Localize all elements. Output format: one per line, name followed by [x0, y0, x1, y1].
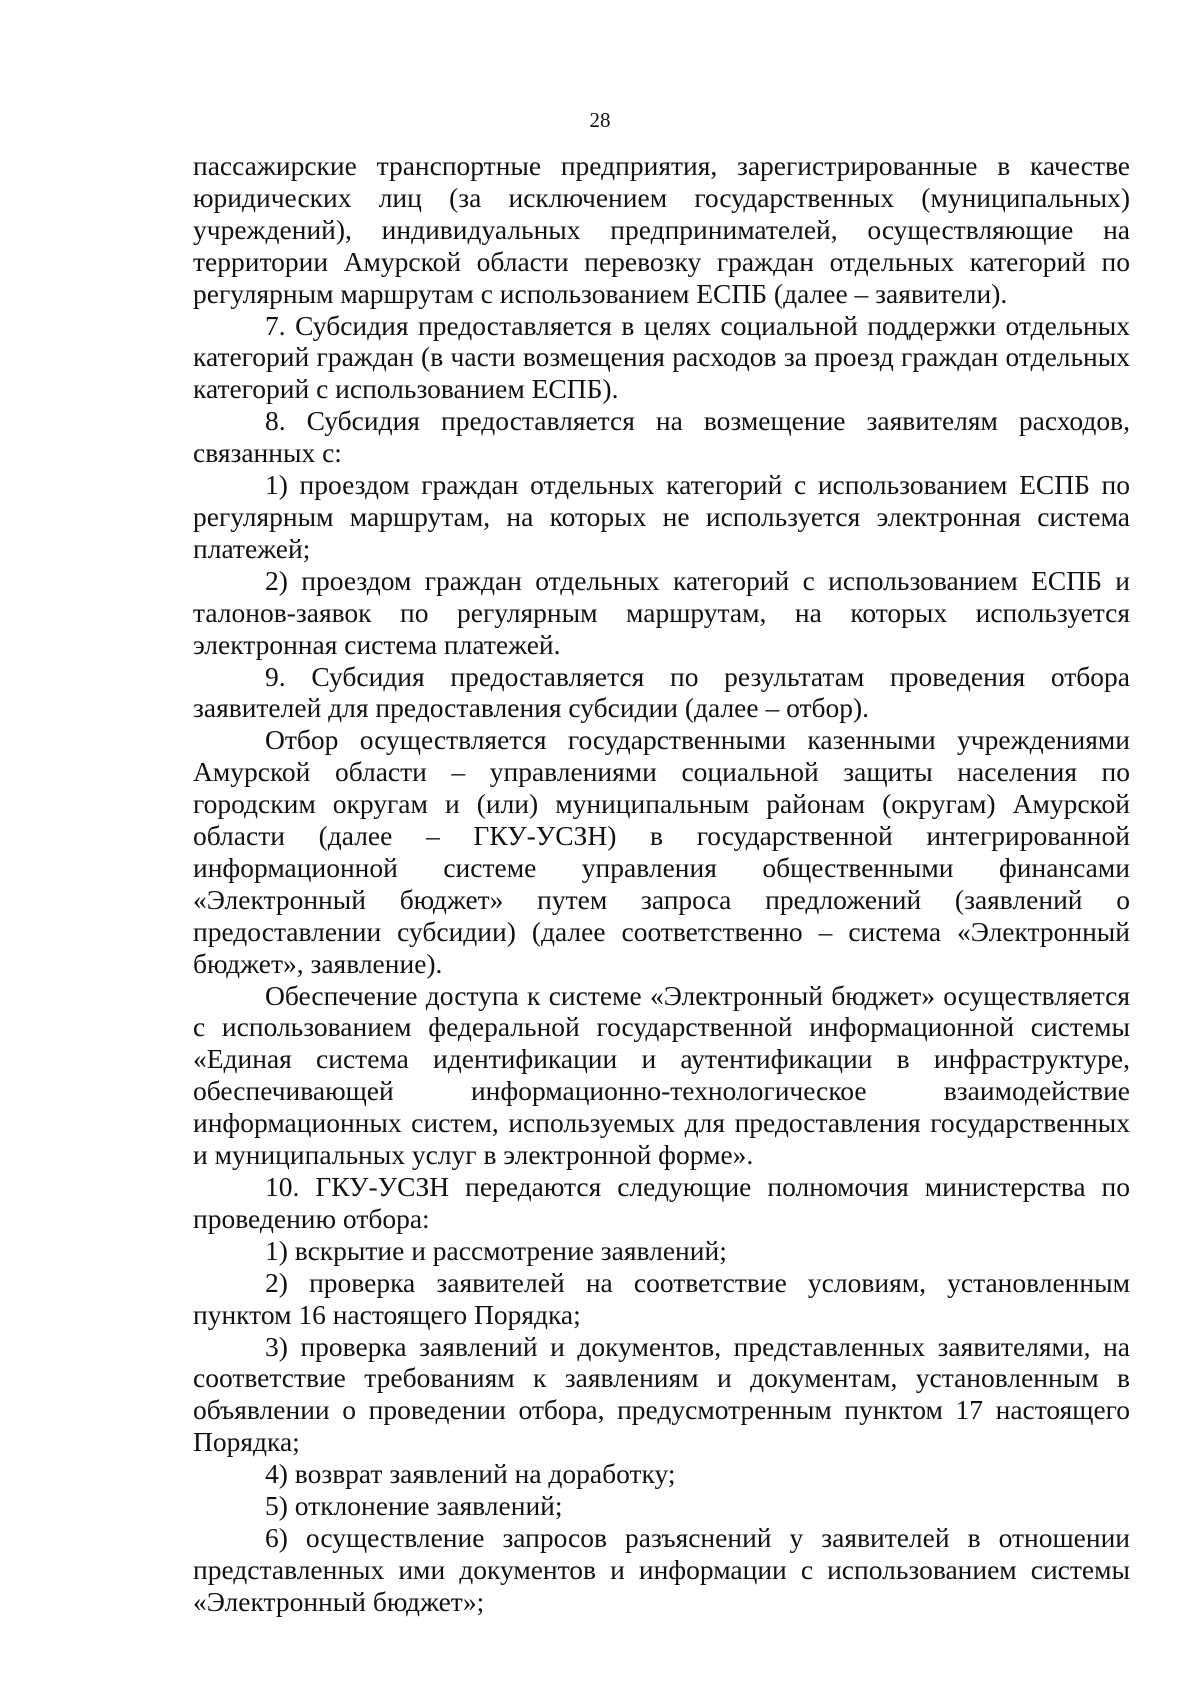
paragraph: 1) вскрытие и рассмотрение заявлений; [265, 1234, 727, 1266]
paragraph: пассажирские транспортные предприятия, зарегистрированные в качестве юридических лиц (за исключением государственных (муниципальных) учреждений), индивидуальных предпринимателей, осуществляющие на территории Амурской области перевозку граждан отдельных категорий по регулярным маршрутам с использованием ЕСПБ (далее – заявители). [193, 150, 1130, 309]
paragraph: 4) возврат заявлений на доработку; [265, 1458, 676, 1490]
paragraph: 10. ГКУ-УСЗН передаются следующие полномочия министерства по проведению отбора: [193, 1171, 1130, 1234]
paragraph: 6) осуществление запросов разъяснений у заявителей в отношении представленных ими документов и информации с использованием системы «Электронный бюджет»; [193, 1521, 1130, 1617]
paragraph: 5) отклонение заявлений; [265, 1490, 563, 1522]
paragraph: 7. Субсидия предоставляется в целях социальной поддержки отдельных категорий граждан (в части возмещения расходов за проезд граждан отдельных категорий с использованием ЕСПБ). [193, 309, 1130, 405]
document-body [193, 150, 1130, 1618]
paragraph: Отбор осуществляется государственными казенными учреждениями Амурской области – управлениями социальной защиты населения по городским округам и (или) муниципальным районам (округам) Амурской области (далее – ГКУ-УСЗН) в государственной интегрированной информационной системе управления общественными финансами «Электронный бюджет» путем запроса предложений (заявлений о предоставлении субсидии) (далее соответственно – система «Электронный бюджет», заявление). [193, 724, 1130, 979]
paragraph: 8. Субсидия предоставляется на возмещение заявителям расходов, связанных с: [193, 405, 1130, 469]
page-number: 28 [589, 108, 611, 132]
paragraph: 9. Субсидия предоставляется по результатам проведения отбора заявителей для предоставления субсидии (далее – отбор). [193, 660, 1130, 724]
paragraph: 3) проверка заявлений и документов, представленных заявителями, на соответствие требованиям к заявлениям и документам, установленным в объявлении о проведении отбора, предусмотренным пунктом 17 настоящего Порядка; [193, 1330, 1130, 1458]
paragraph: 1) проездом граждан отдельных категорий с использованием ЕСПБ по регулярным маршрутам, на которых не используется электронная система платежей; [193, 469, 1130, 564]
paragraph: Обеспечение доступа к системе «Электронный бюджет» осуществляется с использованием федеральной государственной информационной системы «Единая система идентификации и аутентификации в инфраструктуре, обеспечивающей информационно-технологическое взаимодействие информационных систем, используемых для предоставления государственных и муниципальных услуг в электронной форме». [193, 979, 1130, 1171]
paragraph: 2) проездом граждан отдельных категорий с использованием ЕСПБ и талонов-заявок по регулярным маршрутам, на которых используется электронная система платежей. [193, 564, 1130, 660]
paragraph: 2) проверка заявителей на соответствие условиям, установленным пунктом 16 настоящего Порядка; [193, 1266, 1130, 1330]
